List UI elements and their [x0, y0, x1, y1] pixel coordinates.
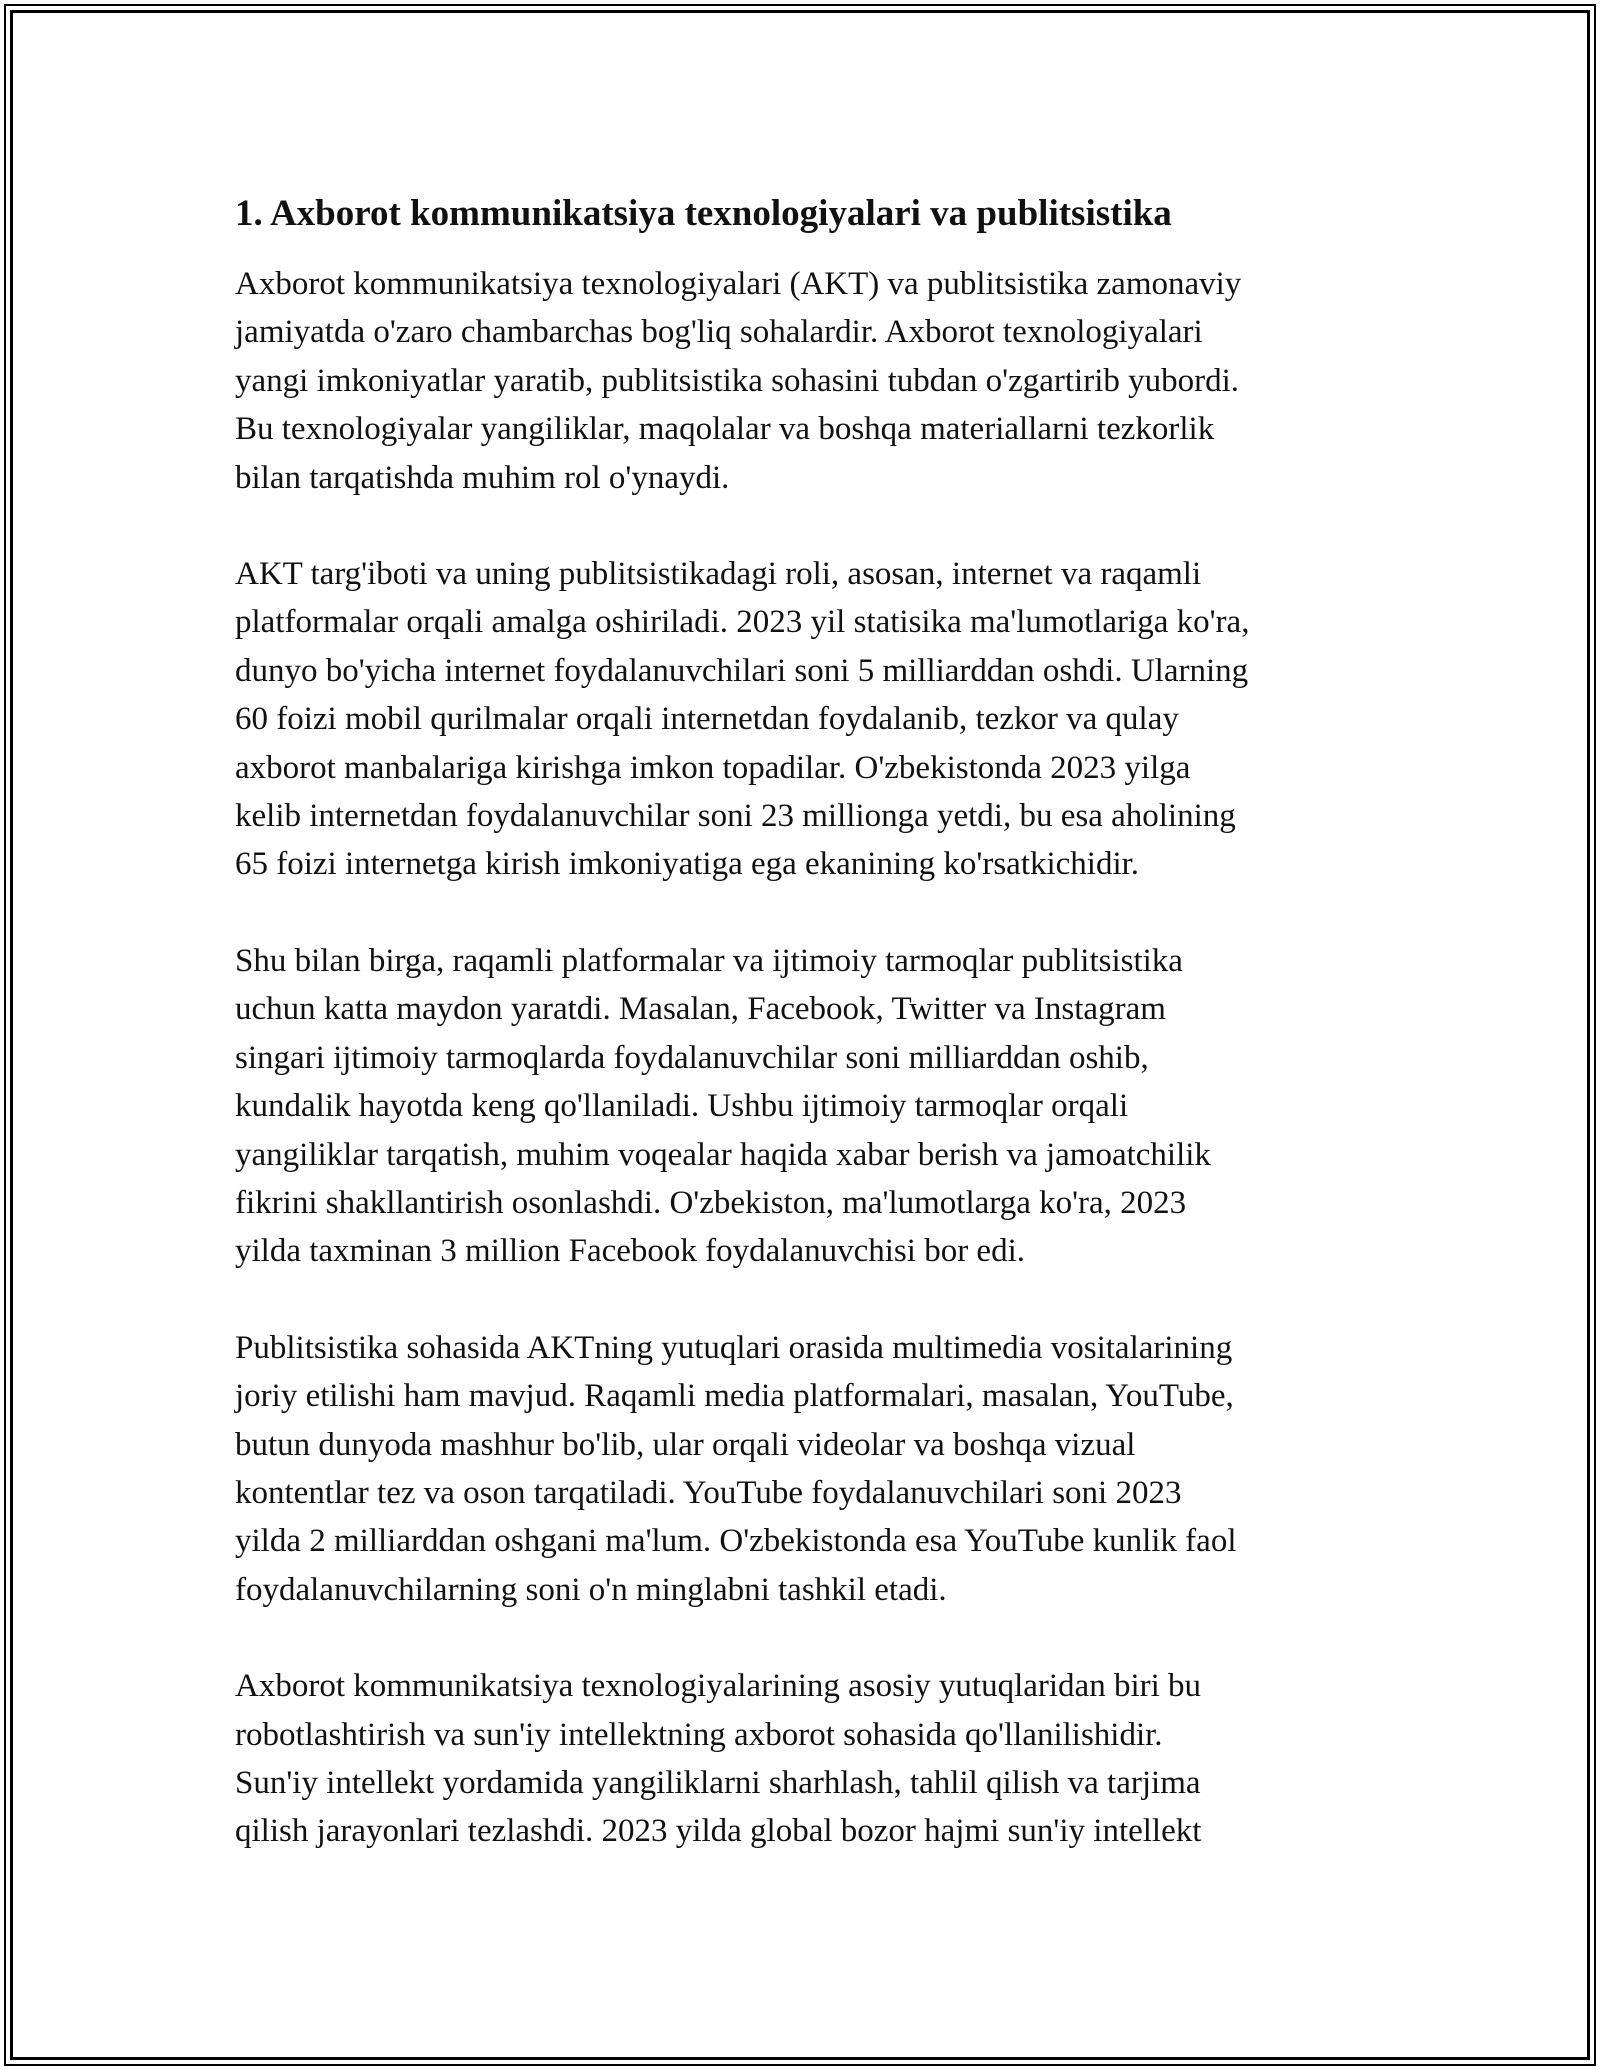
text-line: yangiliklar tarqatish, muhim voqealar haqida xabar berish va jamoatchilik: [235, 1136, 1211, 1173]
text-line: butun dunyoda mashhur bo'lib, ular orqali videolar va boshqa vizual: [235, 1426, 1136, 1463]
text-line: jamiyatda o'zaro chambarchas bog'liq sohalardir. Axborot texnologiyalari: [235, 314, 1203, 351]
paragraph-5: [235, 1662, 1375, 1856]
text-line: joriy etilishi ham mavjud. Raqamli media platformalari, masalan, YouTube,: [235, 1378, 1234, 1415]
text-line: Axborot kommunikatsiya texnologiyalarining asosiy yutuqlaridan biri bu: [235, 1668, 1202, 1705]
text-line: fikrini shakllantirish osonlashdi. O'zbekiston, ma'lumotlarga ko'ra, 2023: [235, 1184, 1187, 1221]
text-line: yilda taxminan 3 million Facebook foydalanuvchisi bor edi.: [235, 1233, 1026, 1270]
paragraph-4: [235, 1324, 1375, 1614]
text-line: singari ijtimoiy tarmoqlarda foydalanuvchilar soni milliarddan oshib,: [235, 1039, 1149, 1076]
text-line: AKT targ'iboti va uning publitsistikadagi roli, asosan, internet va raqamli: [235, 556, 1202, 593]
text-line: Bu texnologiyalar yangiliklar, maqolalar va boshqa materiallarni tezkorlik: [235, 411, 1215, 448]
paragraph-1: [235, 260, 1375, 502]
text-line: kundalik hayotda keng qo'llaniladi. Ushbu ijtimoiy tarmoqlar orqali: [235, 1088, 1129, 1125]
text-line: kelib internetdan foydalanuvchilar soni 23 millionga yetdi, bu esa aholining: [235, 798, 1236, 835]
text-line: platformalar orqali amalga oshiriladi. 2023 yil statisika ma'lumotlariga ko'ra,: [235, 604, 1250, 641]
section-heading: 1. Axborot kommunikatsiya texnologiyalari va publitsistika: [235, 193, 1172, 234]
text-line: foydalanuvchilarning soni o'n minglabni tashkil etadi.: [235, 1571, 947, 1608]
text-line: Sun'iy intellekt yordamida yangiliklarni sharhlash, tahlil qilish va tarjima: [235, 1764, 1201, 1801]
text-line: qilish jarayonlari tezlashdi. 2023 yilda global bozor hajmi sun'iy intellekt: [235, 1813, 1202, 1850]
text-line: uchun katta maydon yaratdi. Masalan, Facebook, Twitter va Instagram: [235, 991, 1166, 1028]
text-line: Publitsistika sohasida AKTning yutuqlari orasida multimedia vositalarining: [235, 1329, 1233, 1366]
text-line: yangi imkoniyatlar yaratib, publitsistika sohasini tubdan o'zgartirib yubordi.: [235, 362, 1240, 399]
text-line: bilan tarqatishda muhim rol o'ynaydi.: [235, 459, 730, 496]
text-line: Axborot kommunikatsiya texnologiyalari (AKT) va publitsistika zamonaviy: [235, 266, 1242, 302]
text-line: 60 foizi mobil qurilmalar orqali internetdan foydalanib, tezkor va qulay: [235, 701, 1179, 738]
text-line: 65 foizi internetga kirish imkoniyatiga ega ekanining ko'rsatkichidir.: [235, 846, 1140, 883]
text-line: dunyo bo'yicha internet foydalanuvchilari soni 5 milliarddan oshdi. Ularning: [235, 652, 1249, 689]
paragraph-3: [235, 937, 1375, 1276]
text-line: robotlashtirish va sun'iy intellektning axborot sohasida qo'llanilishidir.: [235, 1716, 1163, 1753]
text-line: axborot manbalariga kirishga imkon topadilar. O'zbekistonda 2023 yilga: [235, 749, 1191, 786]
text-line: yilda 2 milliarddan oshgani ma'lum. O'zbekistonda esa YouTube kunlik faol: [235, 1523, 1237, 1560]
text-line: kontentlar tez va oson tarqatiladi. YouTube foydalanuvchilari soni 2023: [235, 1474, 1182, 1511]
paragraph-2: [235, 550, 1375, 889]
document-body: [235, 190, 1375, 1856]
text-line: Shu bilan birga, raqamli platformalar va ijtimoiy tarmoqlar publitsistika: [235, 942, 1183, 979]
